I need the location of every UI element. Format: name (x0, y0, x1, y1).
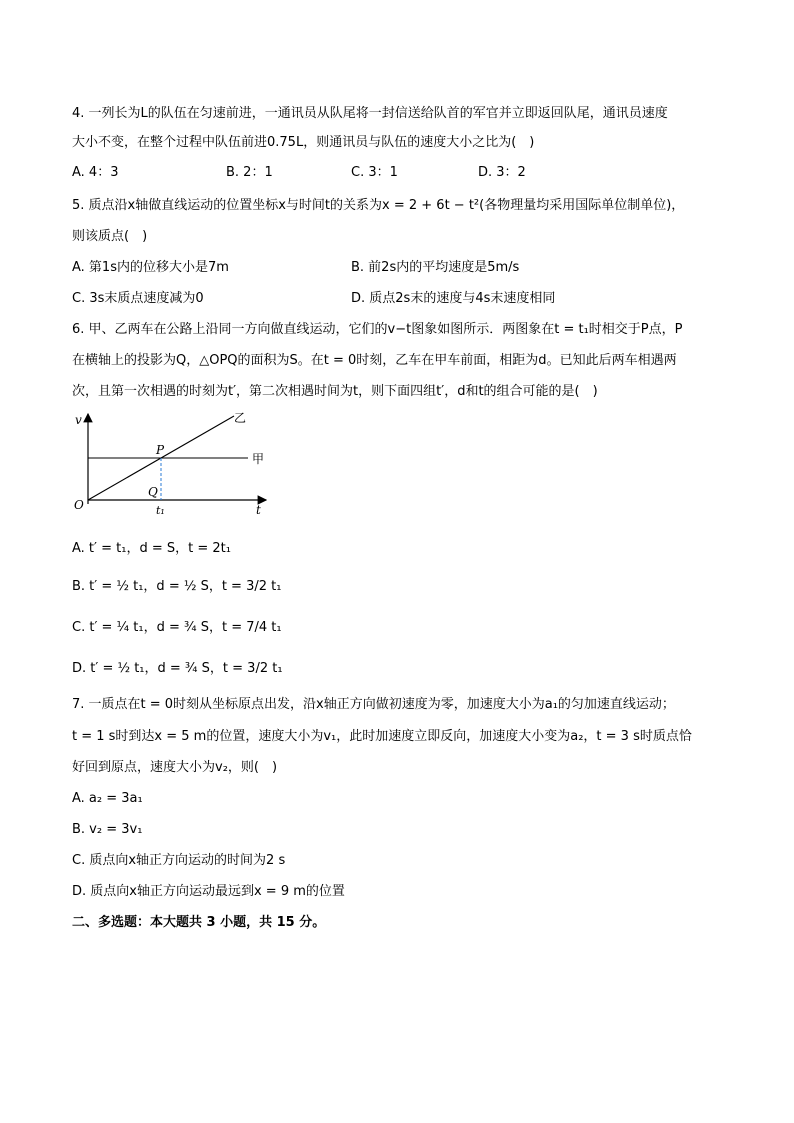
q5-option-a: A. 第1s内的位移大小是7m (72, 260, 229, 275)
q7-stem-line2: t = 1 s时到达x = 5 m的位置，速度大小为v₁，此时加速度立即反向，加速度大小变为a₂，t = 3 s时质点恰 (72, 729, 692, 744)
jia-label: 甲 (252, 452, 265, 466)
q4-option-c: C. 3：1 (351, 165, 398, 180)
q4-stem-line2: 大小不变，在整个过程中队伍前进0.75L，则通讯员与队伍的速度大小之比为( ) (72, 135, 535, 150)
q6-option-c: C. t′ = ¼ t₁，d = ¾ S，t = 7/4 t₁ (72, 620, 282, 635)
q6-stem-line1: 6. 甲、乙两车在公路上沿同一方向做直线运动，它们的v−t图象如图所示．两图象在t = t₁时相交于P点，P (72, 322, 683, 337)
q6-option-b: B. t′ = ½ t₁，d = ½ S，t = 3/2 t₁ (72, 579, 282, 594)
point-p-label: P (156, 443, 165, 457)
q4-stem-line1: 4. 一列长为L的队伍在匀速前进，一通讯员从队尾将一封信送给队首的军官并立即返回队尾，通讯员速度 (72, 106, 668, 121)
q5-option-b: B. 前2s内的平均速度是5m/s (351, 260, 520, 275)
q7-option-b: B. v₂ = 3v₁ (72, 822, 143, 837)
q7-option-c: C. 质点向x轴正方向运动的时间为2 s (72, 853, 286, 868)
q7-stem-line3: 好回到原点，速度大小为v₂，则( ) (72, 760, 278, 775)
q6-option-d: D. t′ = ½ t₁，d = ¾ S，t = 3/2 t₁ (72, 661, 283, 676)
q7-stem-line1: 7. 一质点在t = 0时刻从坐标原点出发，沿x轴正方向做初速度为零，加速度大小为a₁的匀加速直线运动； (72, 697, 675, 712)
q4-option-a: A. 4：3 (72, 165, 119, 180)
section-2-heading: 二、多选题：本大题共 3 小题，共 15 分。 (72, 915, 326, 930)
q4-option-b: B. 2：1 (226, 165, 273, 180)
q5-stem-line1: 5. 质点沿x轴做直线运动的位置坐标x与时间t的关系为x = 2 + 6t − t²(各物理量均采用国际单位制单位)， (72, 198, 685, 213)
q6-stem-line2: 在横轴上的投影为Q，△OPQ的面积为S。在t = 0时刻，乙车在甲车前面，相距为d。已知此后两车相遇两 (72, 353, 677, 368)
q5-option-d: D. 质点2s末的速度与4s末速度相同 (351, 291, 556, 306)
origin-label: O (74, 498, 84, 512)
yi-label: 乙 (234, 411, 247, 425)
v-axis-label: v (75, 413, 82, 427)
point-q-label: Q (148, 485, 158, 499)
q6-stem-line3: 次，且第一次相遇的时刻为t′，第二次相遇时间为t，则下面四组t′，d和t的组合可能的是( ) (72, 384, 598, 399)
t1-tick-label: t₁ (156, 504, 165, 517)
q7-option-d: D. 质点向x轴正方向运动最远到x = 9 m的位置 (72, 884, 345, 899)
q6-option-a: A. t′ = t₁，d = S，t = 2t₁ (72, 541, 231, 556)
vt-graph-figure (72, 410, 272, 520)
q5-stem-line2: 则该质点( ) (72, 229, 148, 244)
t-axis-label: t (256, 503, 261, 517)
q4-option-d: D. 3：2 (478, 165, 526, 180)
q5-option-c: C. 3s末质点速度减为0 (72, 291, 204, 306)
q7-option-a: A. a₂ = 3a₁ (72, 791, 143, 806)
